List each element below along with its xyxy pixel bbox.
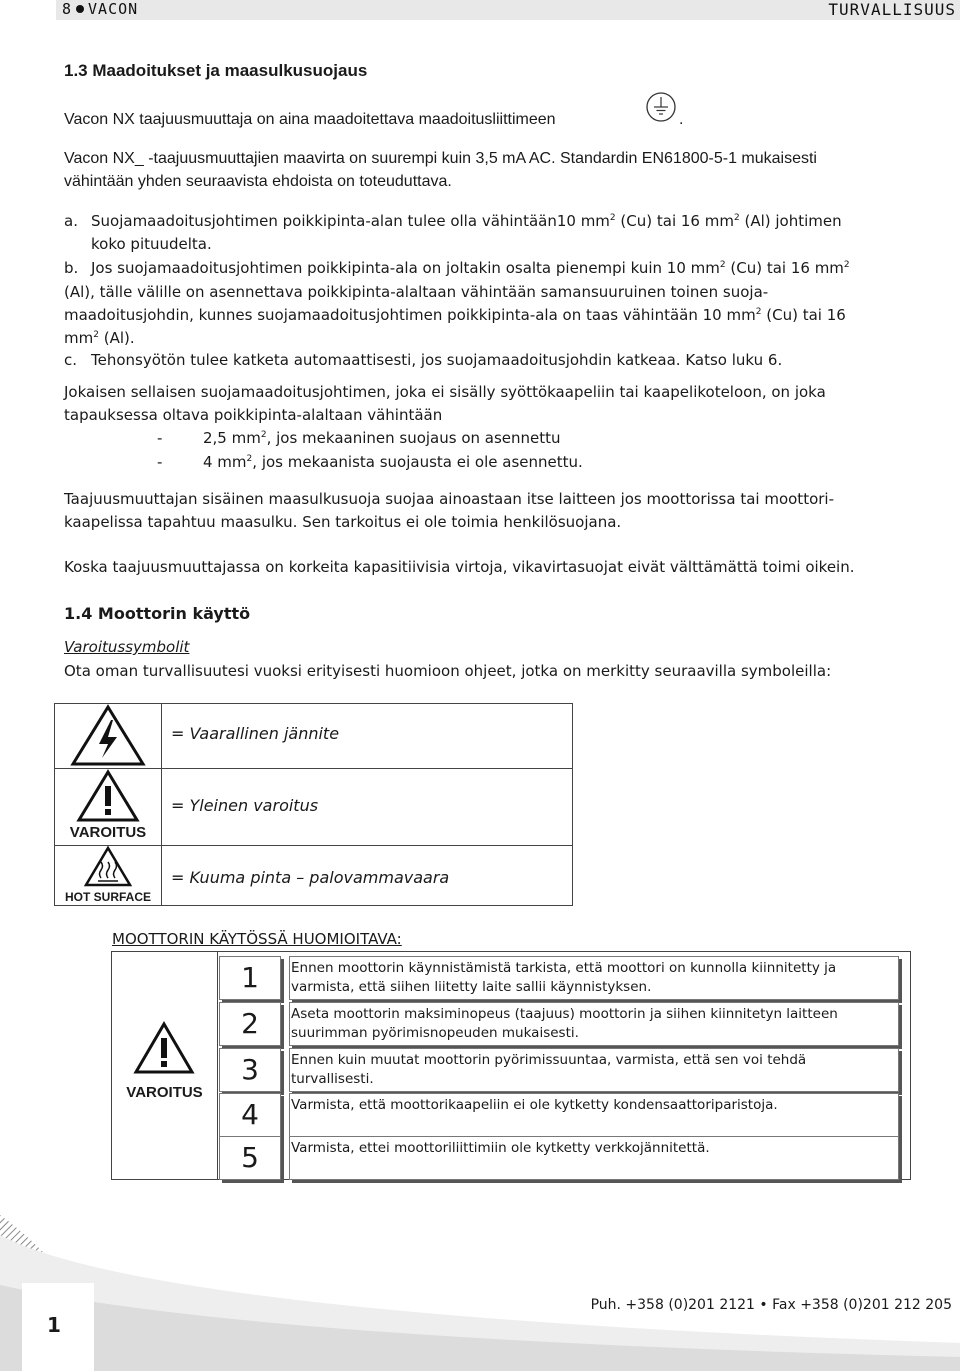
symbol-row-hot-surface (55, 845, 572, 905)
bullet-2 (203, 450, 583, 474)
paragraph-1-text: Vacon NX taajuusmuuttaja on aina maadoitettava maadoitusliittimeen (64, 111, 556, 128)
motor-warning-cell (112, 952, 218, 1179)
superscript: 2 (260, 430, 267, 440)
motor-item-number: 3 (219, 1048, 281, 1092)
symbol-row-high-voltage (55, 704, 572, 769)
motor-item-text (289, 1048, 899, 1092)
paragraph-2-line-1: Vacon NX_ -taajuusmuuttajien maavirta on suurempi kuin 3,5 mA AC. Standardin EN61800-5-1 mukaisesti (64, 150, 817, 167)
superscript: 2 (755, 307, 762, 317)
motor-item-line: Varmista, että moottorikaapeliin ei ole kytketty kondensaattoriparistoja. (291, 1097, 778, 1113)
superscript: 2 (93, 330, 99, 340)
ground-terminal-icon (645, 91, 677, 123)
item-b-line-4 (64, 326, 135, 350)
header-brand: VACON (88, 0, 139, 18)
motor-item-line: turvallisesti. (291, 1071, 374, 1087)
motor-item-text (289, 1136, 899, 1180)
motor-item-number: 5 (219, 1136, 281, 1180)
symbol-icon-cell (55, 768, 162, 845)
header-section: TURVALLISUUS (828, 0, 956, 19)
warning-symbols-table (54, 703, 573, 906)
item-c-line-1: Tehonsyötön tulee katketa automaattisesti, jos suojamaadoitusjohdin katkeaa. Katso luku 6. (91, 351, 783, 369)
item-b-text-1: Jos suojamaadoitusjohtimen poikkipinta-ala on joltakin osalta pienempi kuin 10 mm (91, 259, 720, 277)
warning-caption: VAROITUS (69, 824, 147, 841)
item-a-marker: a. (64, 212, 78, 230)
bullet-2-text-1: 4 mm (203, 453, 247, 471)
motor-item-number: 1 (219, 956, 281, 1000)
item-b-text-4: (Cu) tai 16 (761, 306, 846, 324)
item-a-line-2: koko pituudelta. (91, 235, 212, 253)
motor-item-text (289, 1002, 899, 1046)
section-heading-1-3: 1.3 Maadoitukset ja maasulkusuojaus (64, 61, 368, 80)
header-page-number: 8 (62, 0, 73, 18)
motor-item-text (289, 1093, 899, 1137)
bullet-1-text-1: 2,5 mm (203, 429, 261, 447)
paragraph-2-line-2: vähintään yhden seuraavista ehdoista on toteuduttava. (64, 173, 452, 190)
item-c-marker: c. (64, 351, 78, 369)
symbol-icon-cell (55, 704, 162, 768)
symbol-label-hot-surface: = Kuuma pinta – palovammavaara (171, 868, 450, 887)
footer-page-marker: 1 (47, 1313, 61, 1337)
item-b-text-5: mm (64, 329, 94, 347)
superscript: 2 (843, 260, 850, 270)
motor-item-line: Aseta moottorin maksiminopeus (taajuus) moottorin ja siihen kiinnitetyn laitteen (291, 1006, 838, 1022)
footer-decoration (0, 1215, 960, 1371)
paragraph-4-line-2: kaapelissa tapahtuu maasulku. Sen tarkoitus ei ole toimia henkilösuojana. (64, 513, 622, 531)
item-b-line-2: (Al), tälle välille on asennettava poikkipinta-alaltaan vähintään samansuuruinen toinen suoja- (64, 283, 769, 301)
item-b-line-1 (91, 256, 850, 280)
hot-surface-caption: HOT SURFACE (64, 890, 151, 904)
motor-item-text (289, 956, 899, 1000)
motor-item-line: Varmista, ettei moottoriliittimiin ole kytketty verkkojännitettä. (291, 1140, 710, 1156)
motor-item-line: suurimman pyörimisnopeuden mukaisesti. (291, 1025, 579, 1041)
paragraph-5-line-1: Koska taajuusmuuttajassa on korkeita kapasitiivisia virtoja, vikavirtasuojat eivät välttämättä toimi oikein. (64, 558, 855, 576)
symbol-row-warning (55, 768, 572, 846)
item-a-text-3: (Al) johtimen (739, 212, 842, 230)
warning-symbols-subheading: Varoitussymbolit (64, 638, 190, 656)
motor-item-line: Ennen moottorin käynnistämistä tarkista, että moottori on kunnolla kiinnitetty ja (291, 960, 837, 976)
paragraph-1-end: . (679, 111, 684, 128)
paragraph-1-line (64, 109, 556, 131)
item-b-text-6: (Al). (98, 329, 135, 347)
bullet-dot-icon (76, 5, 84, 13)
item-a-text-2: (Cu) tai 16 mm (615, 212, 734, 230)
warning-icon (112, 952, 217, 1102)
section-heading-1-4: 1.4 Moottorin käyttö (64, 604, 251, 623)
item-b-text-2: (Cu) tai 16 mm (725, 259, 844, 277)
superscript: 2 (246, 454, 253, 464)
motor-notes-title: MOOTTORIN KÄYTÖSSÄ HUOMIOITAVA: (112, 930, 402, 948)
motor-notes-table (111, 951, 911, 1180)
motor-item-number: 2 (219, 1002, 281, 1046)
paragraph-4-line-1: Taajuusmuuttajan sisäinen maasulkusuoja suojaa ainoastaan itse laitteen jos moottorissa tai moottori- (64, 490, 834, 508)
high-voltage-icon (55, 704, 161, 768)
footer-contact: Puh. +358 (0)201 2121 • Fax +358 (0)201 212 205 (590, 1297, 952, 1313)
motor-warning-caption: VAROITUS (126, 1084, 203, 1101)
bullet-1 (203, 426, 561, 450)
header-left (62, 0, 138, 18)
symbol-label-warning: = Yleinen varoitus (171, 796, 319, 815)
header-bar (56, 0, 960, 20)
item-a-text-1: Suojamaadoitusjohtimen poikkipinta-alan tulee olla vähintään10 mm (91, 212, 610, 230)
motor-item-number: 4 (219, 1093, 281, 1137)
motor-item-line: Ennen kuin muutat moottorin pyörimissuuntaa, varmista, että sen voi tehdä (291, 1052, 807, 1068)
superscript: 2 (609, 213, 616, 223)
paragraph-3-line-2: tapauksessa oltava poikkipinta-alaltaan vähintään (64, 406, 443, 424)
superscript: 2 (733, 213, 740, 223)
superscript: 2 (719, 260, 726, 270)
item-b-line-3 (64, 303, 846, 327)
bullet-dash-1: - (157, 429, 163, 447)
symbol-label-high-voltage: = Vaarallinen jännite (171, 724, 340, 743)
bullet-dash-2: - (157, 453, 163, 471)
item-a-line-1 (91, 209, 842, 233)
bullet-1-text-2: , jos mekaaninen suojaus on asennettu (266, 429, 561, 447)
motor-item-line: varmista, että siihen liitetty laite sallii käynnistyksen. (291, 979, 652, 995)
symbol-icon-cell (55, 845, 162, 905)
bullet-2-text-2: , jos mekaanista suojausta ei ole asennettu. (252, 453, 583, 471)
item-b-text-3: maadoitusjohdin, kunnes suojamaadoitusjohtimen poikkipinta-ala on taas vähintään 10 mm (64, 306, 756, 324)
paragraph-3-line-1: Jokaisen sellaisen suojamaadoitusjohtimen, joka ei sisälly syöttökaapeliin tai kaapelikoteloon, on joka (64, 383, 826, 401)
warning-symbols-intro: Ota oman turvallisuutesi vuoksi erityisesti huomioon ohjeet, jotka on merkitty seuraavilla symboleilla: (64, 662, 832, 680)
item-b-marker: b. (64, 259, 79, 277)
